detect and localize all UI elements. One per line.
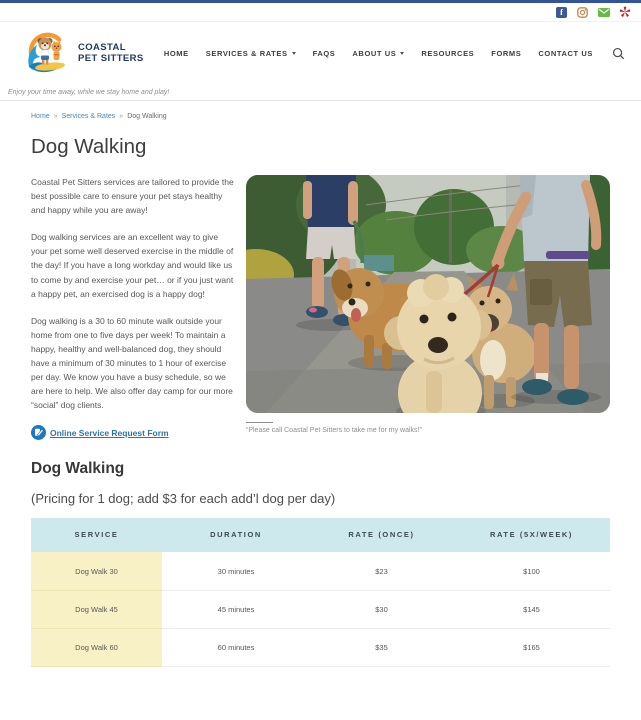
nav-forms-label: FORMS: [491, 48, 522, 58]
chevron-down-icon: [400, 52, 404, 55]
col-header-rate-weekly: RATE (5X/WEEK): [453, 518, 610, 552]
nav-about-us-label: ABOUT US: [352, 48, 397, 58]
page-title: Dog Walking: [31, 135, 147, 158]
table-row: [31, 590, 610, 628]
nav-contact-us[interactable]: [538, 49, 593, 58]
instagram-glyph: [577, 7, 588, 18]
search-button[interactable]: [612, 47, 625, 60]
cell-service: Dog Walk 45: [31, 590, 162, 628]
cell-rate-weekly: $145: [453, 590, 610, 628]
breadcrumb-home[interactable]: Home: [31, 113, 50, 120]
main-content: [31, 113, 610, 667]
cell-rate-once: $23: [310, 552, 453, 590]
col-header-duration: DURATION: [162, 518, 310, 552]
logo-mark-icon: [23, 30, 71, 76]
site-logo[interactable]: [23, 30, 144, 76]
col-header-service: SERVICE: [31, 518, 162, 552]
nav-faqs-label: FAQS: [312, 48, 336, 58]
breadcrumb-services-rates[interactable]: Services & Rates: [61, 113, 116, 120]
breadcrumb-separator: »: [53, 113, 58, 120]
facebook-icon[interactable]: [555, 6, 568, 19]
nav-services-rates-label: SERVICES & RATES: [205, 48, 288, 58]
site-header: [0, 22, 641, 84]
social-bar: [0, 3, 641, 22]
cell-service: Dog Walk 30: [31, 552, 162, 590]
cell-duration: 45 minutes: [162, 590, 310, 628]
cell-rate-weekly: $100: [453, 552, 610, 590]
dog-walking-figure: [246, 175, 610, 440]
email-icon[interactable]: [597, 6, 610, 19]
logo-line2: PET SITTERS: [78, 53, 144, 64]
breadcrumb-separator: »: [119, 113, 124, 120]
breadcrumb: [31, 113, 610, 120]
details-paragraph: Dog walking is a 30 to 60 minute walk outside your home from one to five days per week! To maintain a happy, healthy and well-balanced dog, they should have a minimum of 30 minutes to 1 hour of exercise per day. We know you have a busy schedule, so we are here to help. We also offer day camp for our more “social” dog clients.: [31, 315, 233, 411]
nav-home-label: HOME: [163, 48, 189, 58]
logo-line1: COASTAL: [78, 41, 127, 53]
cell-rate-weekly: $165: [453, 628, 610, 666]
dog-walking-photo: [246, 175, 610, 413]
table-row: [31, 552, 610, 590]
nav-services-rates[interactable]: [206, 49, 296, 58]
nav-home[interactable]: [164, 49, 189, 58]
caption-divider: [246, 422, 273, 423]
main-nav: [164, 47, 625, 60]
request-form-icon: [31, 425, 46, 440]
cell-rate-once: $30: [310, 590, 453, 628]
cell-rate-once: $35: [310, 628, 453, 666]
facebook-glyph: f: [556, 7, 567, 18]
dog-walking-photo-illustration: [246, 175, 610, 413]
logo-text: [78, 42, 144, 64]
intro-text-column: [31, 175, 235, 440]
nav-contact-us-label: CONTACT US: [538, 48, 593, 58]
intro-paragraph: Coastal Pet Sitters services are tailored to provide the best possible care to ensure your pet stays healthy and happy while you are away!: [31, 177, 234, 216]
benefits-paragraph: Dog walking services are an excellent way to give your pet some well deserved exercise in the middle of the day! If you have a long workday and would like us to come by and exercise your pet… or if you just want a happy pet, an exercised dog is a happy dog!: [31, 232, 234, 299]
nav-resources-label: RESOURCES: [421, 48, 475, 58]
nav-about-us[interactable]: [352, 49, 404, 58]
online-service-request-form-link[interactable]: Online Service Request Form: [50, 427, 169, 438]
col-header-rate-once: RATE (ONCE): [310, 518, 453, 552]
yelp-icon[interactable]: [618, 6, 631, 19]
pricing-note: (Pricing for 1 dog; add $3 for each add’l dog per day): [31, 491, 336, 507]
cell-duration: 60 minutes: [162, 628, 310, 666]
content-row: [31, 175, 610, 440]
breadcrumb-current: Dog Walking: [127, 113, 167, 120]
pricing-heading: Dog Walking: [31, 460, 125, 478]
pricing-table: [31, 518, 610, 667]
photo-caption: “Please call Coastal Pet Sitters to take me for my walks!”: [246, 427, 422, 434]
cell-service: Dog Walk 60: [31, 628, 162, 666]
chevron-down-icon: [292, 52, 296, 55]
table-header-row: [31, 518, 610, 552]
search-icon: [612, 47, 625, 60]
yelp-glyph: [619, 6, 631, 18]
nav-forms[interactable]: [491, 49, 521, 58]
form-link-row: [31, 425, 235, 440]
nav-resources[interactable]: [421, 49, 474, 58]
nav-faqs[interactable]: [313, 49, 336, 58]
tagline-bar: [0, 84, 641, 101]
tagline: Enjoy your time away, while we stay home and play!: [8, 88, 170, 96]
instagram-icon[interactable]: [576, 6, 589, 19]
table-row: [31, 628, 610, 666]
envelope-glyph: [598, 7, 610, 18]
cell-duration: 30 minutes: [162, 552, 310, 590]
